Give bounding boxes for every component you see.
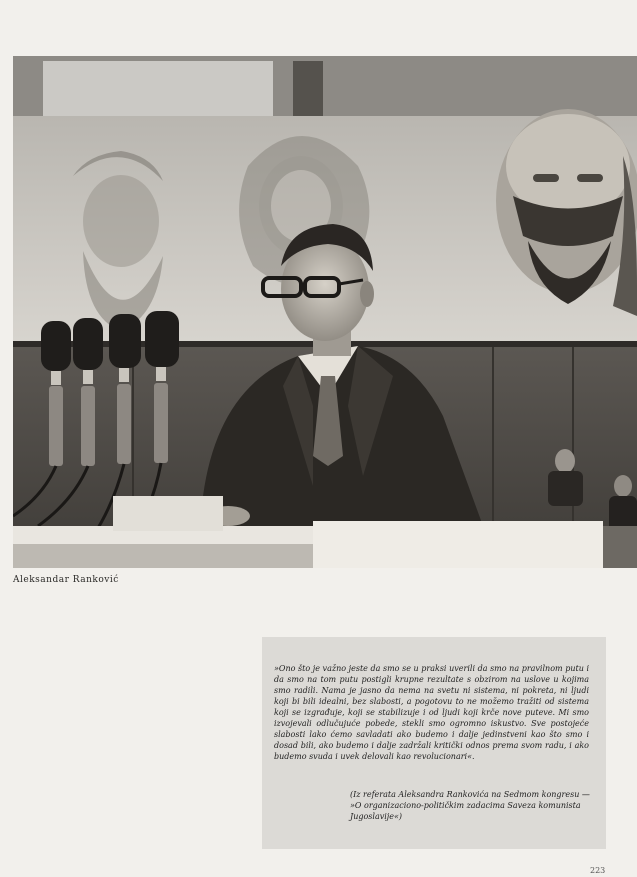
speaker-photo [13,56,637,568]
photo-caption: Aleksandar Ranković [13,575,119,585]
photo-illustration [13,56,637,568]
quote-box [262,637,606,849]
quote-source: (Iz referata Aleksandra Rankovića na Sedmom kongresu — »O organizaciono-političkim zadacima Saveza komunista Jugoslavije«) [350,790,590,821]
page-number: 223 [590,866,606,875]
quote-text: »Ono što je važno jeste da smo se u praksi uverili da smo na pravilnom putu i da smo na tom putu postigli krupne rezultate s obzirom na uslove u kojima smo radili. Nama je jasno da nema na svetu ni sistema, ni pokreta, ni ljudi koji bi bili idealni, bez slabosti, a pogotovu to ne možemo tražiti od sistema koji se izgrađuje, koji se stabilizuje i od ljudi koji krče nove puteve. Mi smo izvojevali odlučujuće pobede, stekli smo ogromno iskustvo. Sve postojeće slabosti lako ćemo savladati ako budemo i dalje jedinstveni kao što smo i dosad bili, ako budemo i dalje zadržali kritički odnos prema svom radu, i ako budemo svuda i uvek delovali kao revolucionari«. [274,664,589,761]
